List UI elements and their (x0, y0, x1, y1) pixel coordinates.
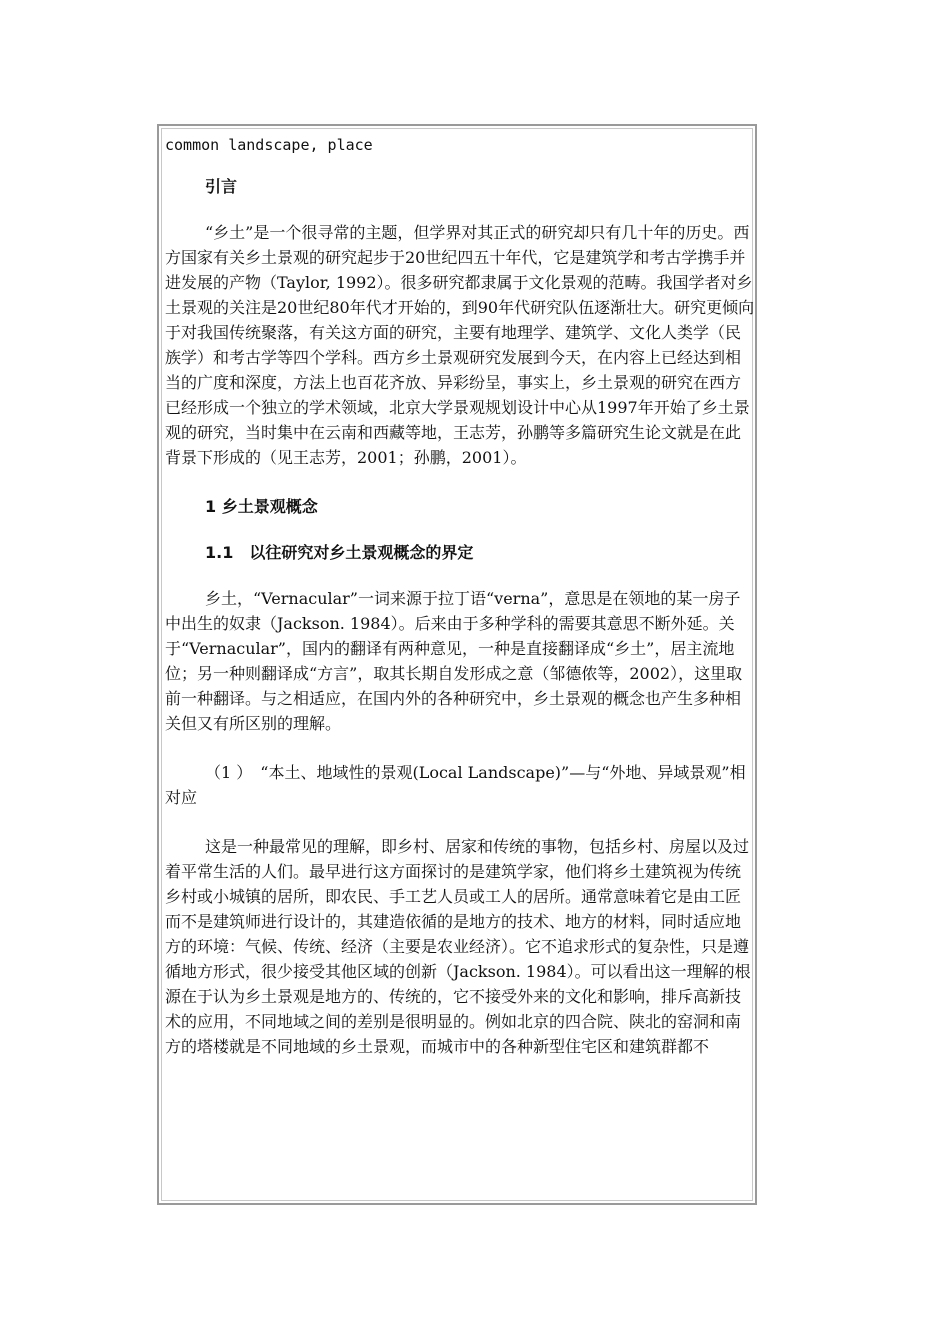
heading-section-1-1: 1.1 以往研究对乡土景观概念的界定 (205, 543, 474, 562)
item-1-title: （1 ） “本土、地域性的景观(Local Landscape)”—与“外地、异域景观”相对应 (165, 763, 746, 807)
heading-intro: 引言 (205, 177, 238, 196)
paragraph-intro: “乡土”是一个很寻常的主题，但学界对其正式的研究却只有几十年的历史。西方国家有关乡土景观的研究起步于20世纪四五十年代，它是建筑学和考古学携手并进发展的产物（Taylor, 1992）。很多研究都隶属于文化景观的范畴。我国学者对乡土景观的关注是20世纪80年代才开始的，到90年代研究队伍逐渐壮大。研究更倾向于对我国传统聚落，有关这方面的研究，主要有地理学、建筑学、文化人类学（民族学）和考古学等四个学科。西方乡土景观研究发展到今天，在内容上已经达到相当的广度和深度，方法上也百花齐放、异彩纷呈，事实上，乡土景观的研究在西方已经形成一个独立的学术领域，北京大学景观规划设计中心从1997年开始了乡土景观的研究，当时集中在云南和西藏等地，王志芳，孙鹏等多篇研究生论文就是在此背景下形成的（见王志芳，2001；孙鹏，2001）。 (165, 223, 755, 467)
document-content (165, 132, 755, 1083)
paragraph-vernacular: 乡土，“Vernacular”一词来源于拉丁语“verna”，意思是在领地的某一房子中出生的奴隶（Jackson. 1984）。后来由于多种学科的需要其意思不断外延。关于“Vernacular”，国内的翻译有两种意见，一种是直接翻译成“乡土”，居主流地位；另一种则翻译成“方言”，取其长期自发形成之意（邹德侬等，2002），这里取前一种翻译。与之相适应，在国内外的各种研究中，乡土景观的概念也产生多种相关但又有所区别的理解。 (165, 589, 743, 733)
heading-section-1: 1 乡土景观概念 (205, 497, 318, 516)
text-box-frame (157, 124, 757, 1205)
paragraph-item-1: 这是一种最常见的理解，即乡村、居家和传统的事物，包括乡村、房屋以及过着平常生活的人们。最早进行这方面探讨的是建筑学家，他们将乡土建筑视为传统乡村或小城镇的居所，即农民、手工艺人员或工人的居所。通常意味着它是由工匠而不是建筑师进行设计的，其建造依循的是地方的技术、地方的材料，同时适应地方的环境：气候、传统、经济（主要是农业经济）。它不追求形式的复杂性，只是遵循地方形式，很少接受其他区域的创新（Jackson. 1984）。可以看出这一理解的根源在于认为乡土景观是地方的、传统的，它不接受外来的文化和影响，排斥高新技术的应用，不同地域之间的差别是很明显的。例如北京的四合院、陕北的窑洞和南方的塔楼就是不同地域的乡土景观，而城市中的各种新型住宅区和建筑群都不 (165, 837, 751, 1056)
keywords-line: common landscape, place (165, 136, 373, 154)
